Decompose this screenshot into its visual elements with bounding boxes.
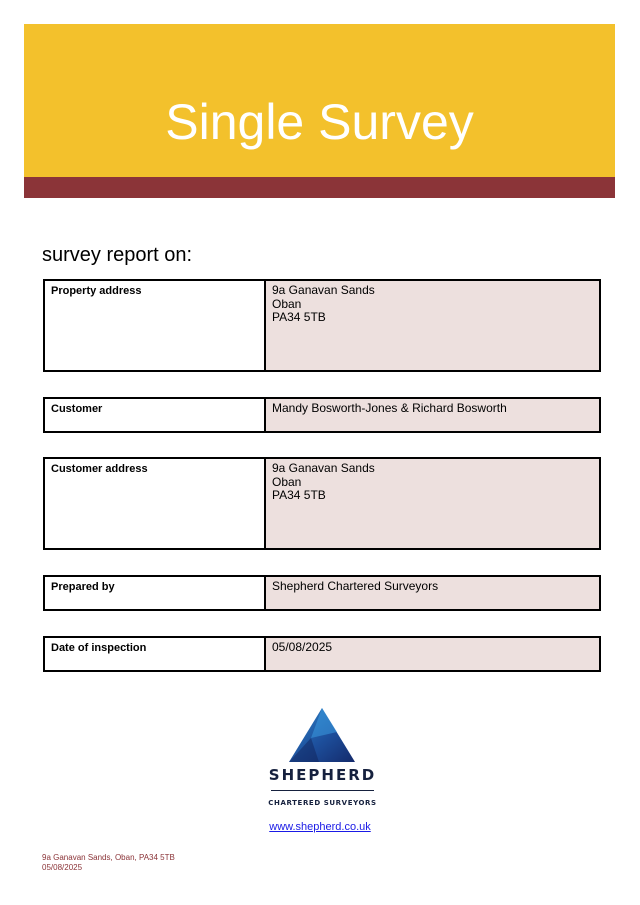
- date-of-inspection-field: [43, 636, 601, 672]
- customer-label: Customer: [45, 399, 266, 431]
- page-title: Single Survey: [165, 94, 474, 150]
- date-of-inspection-label: Date of inspection: [45, 638, 266, 670]
- logo-name: SHEPHERD: [268, 766, 377, 784]
- footer-address: 9a Ganavan Sands, Oban, PA34 5TB: [42, 853, 175, 862]
- customer-field: [43, 397, 601, 433]
- address-line: PA34 5TB: [272, 310, 326, 324]
- address-line: PA34 5TB: [272, 488, 326, 502]
- shepherd-logo: [265, 708, 380, 807]
- address-line: 9a Ganavan Sands: [272, 461, 375, 475]
- website-link[interactable]: www.shepherd.co.uk: [269, 821, 371, 833]
- customer-value: Mandy Bosworth-Jones & Richard Bosworth: [266, 399, 599, 431]
- prepared-by-field: [43, 575, 601, 611]
- logo-tagline: CHARTERED SURVEYORS: [268, 799, 377, 807]
- footer-date: 05/08/2025: [42, 863, 83, 872]
- prepared-by-label: Prepared by: [45, 577, 266, 609]
- prepared-by-value: Shepherd Chartered Surveyors: [266, 577, 599, 609]
- property-address-field: [43, 279, 601, 372]
- customer-address-value: [266, 459, 599, 548]
- property-address-value: [266, 281, 599, 370]
- report-subtitle: survey report on:: [42, 244, 193, 266]
- logo-divider: [271, 790, 374, 791]
- banner-stripe: [24, 177, 615, 198]
- date-of-inspection-value: 05/08/2025: [266, 638, 599, 670]
- address-line: 9a Ganavan Sands: [272, 283, 375, 297]
- address-line: Oban: [272, 296, 302, 311]
- page-footer: [42, 853, 175, 873]
- property-address-label: Property address: [45, 281, 266, 370]
- customer-address-label: Customer address: [45, 459, 266, 548]
- address-line: Oban: [272, 474, 302, 489]
- triangle-logo-icon: [289, 708, 355, 762]
- customer-address-field: [43, 457, 601, 550]
